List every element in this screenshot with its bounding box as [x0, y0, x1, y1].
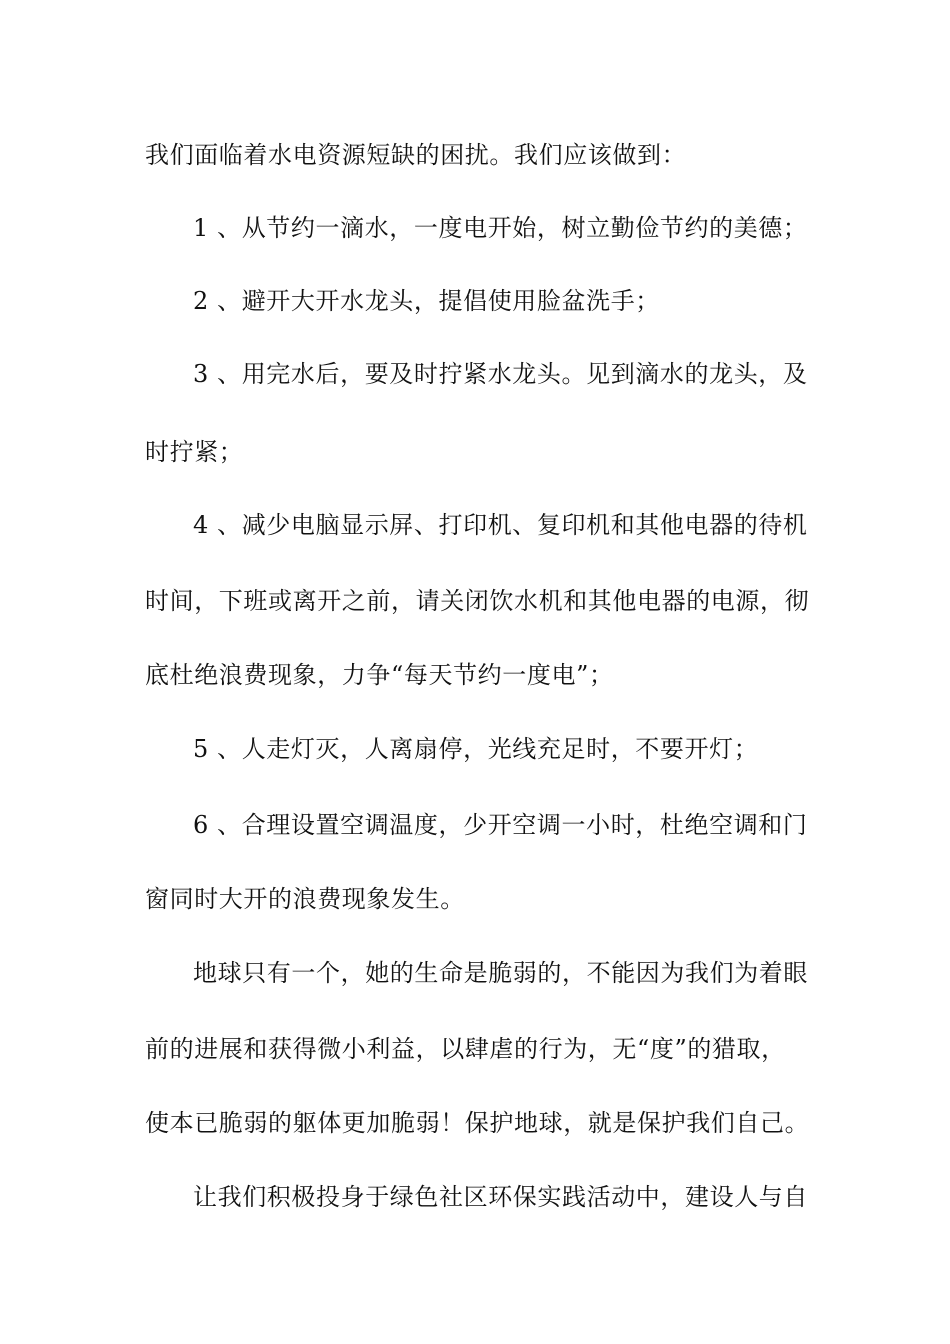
- paragraph-line: 我们面临着水电资源短缺的困扰。我们应该做到：: [145, 141, 687, 169]
- list-item-2: 2 、避开大开水龙头，提倡使用脸盆洗手；: [193, 287, 660, 315]
- paragraph-line: 前的进展和获得微小利益，以肆虐的行为，无“度”的猎取，: [145, 1035, 786, 1063]
- list-item-6-continued: 窗同时大开的浪费现象发生。: [145, 885, 465, 913]
- paragraph-line: 让我们积极投身于绿色社区环保实践活动中，建设人与自: [193, 1183, 808, 1211]
- list-item-4-continued: 底杜绝浪费现象，力争“每天节约一度电”；: [145, 661, 614, 689]
- list-item-5: 5 、人走灯灭，人离扇停，光线充足时，不要开灯；: [193, 735, 759, 763]
- paragraph-line: 地球只有一个，她的生命是脆弱的，不能因为我们为着眼: [193, 959, 808, 987]
- paragraph-line: 使本已脆弱的躯体更加脆弱！保护地球，就是保护我们自己。: [145, 1109, 810, 1137]
- list-item-6: 6 、合理设置空调温度，少开空调一小时，杜绝空调和门: [193, 811, 808, 839]
- list-item-4-continued: 时间，下班或离开之前，请关闭饮水机和其他电器的电源，彻: [145, 587, 810, 615]
- list-item-4: 4 、减少电脑显示屏、打印机、复印机和其他电器的待机: [193, 511, 808, 539]
- list-item-1: 1 、从节约一滴水，一度电开始，树立勤俭节约的美德；: [193, 214, 808, 242]
- list-item-3-continued: 时拧紧；: [145, 438, 244, 466]
- list-item-3: 3 、用完水后，要及时拧紧水龙头。见到滴水的龙头，及: [193, 360, 808, 388]
